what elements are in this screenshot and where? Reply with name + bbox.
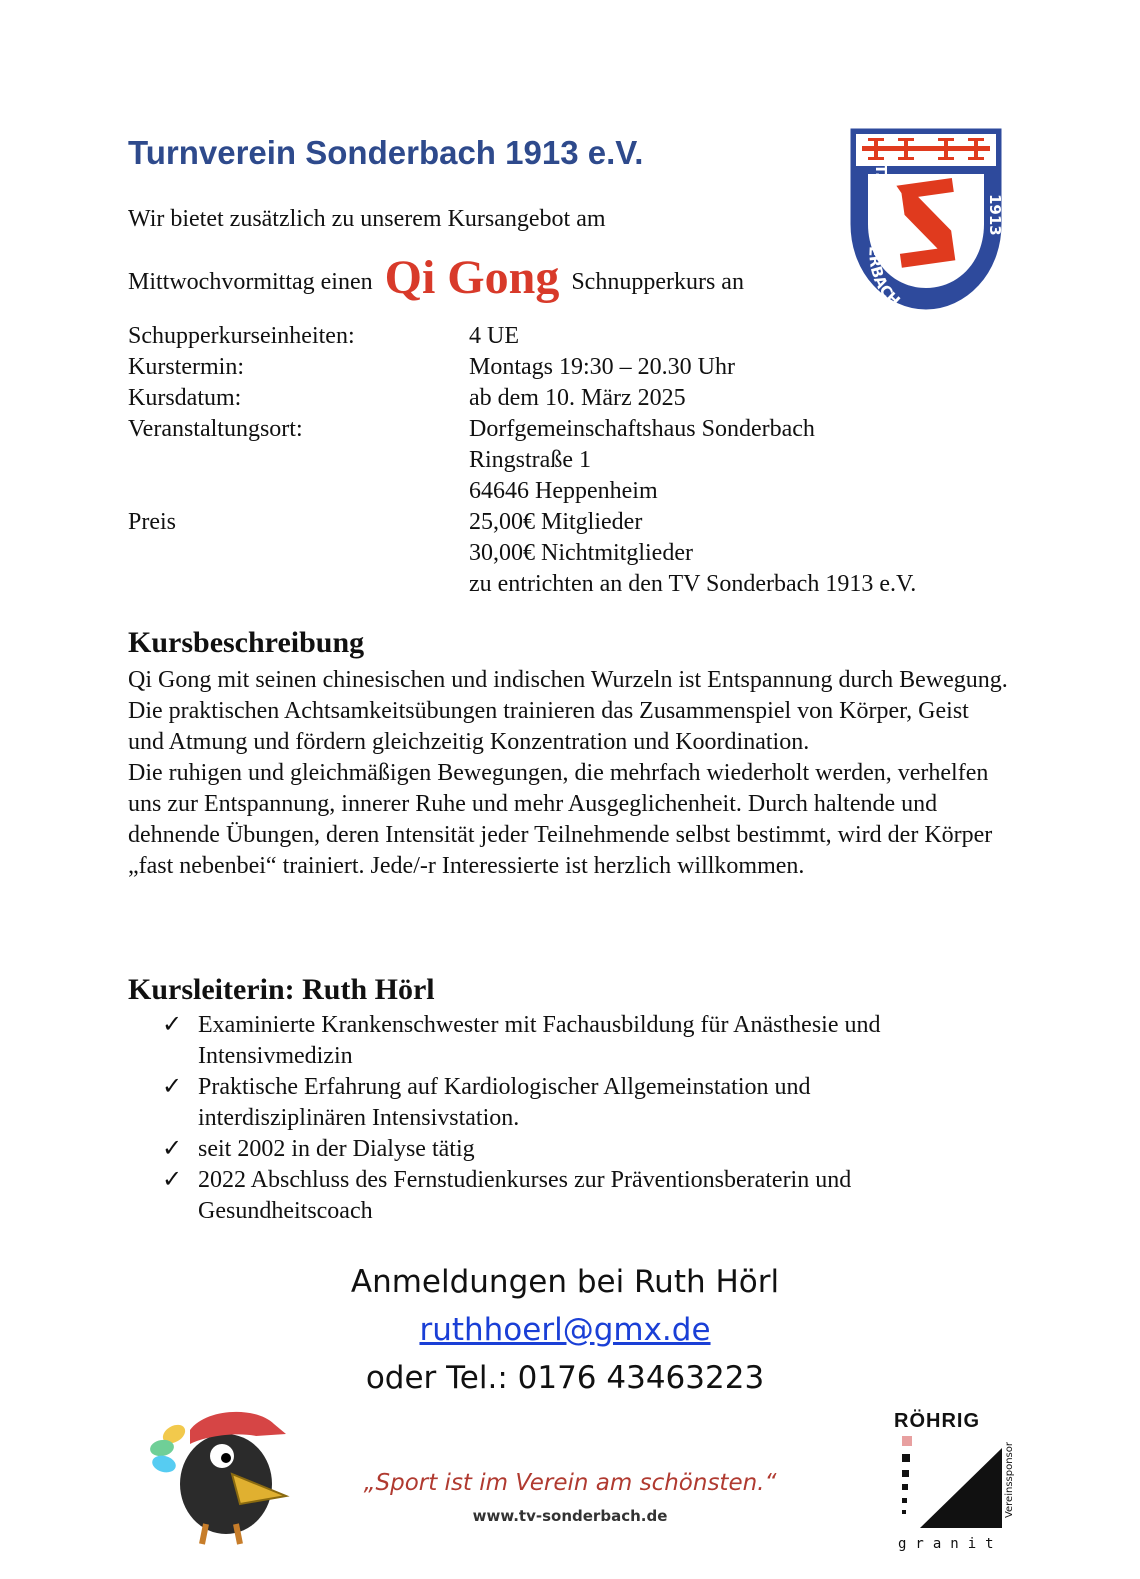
sponsor-name: RÖHRIG [894, 1410, 980, 1432]
leader-qualifications [162, 1010, 982, 1227]
detail-value: 64646 Heppenheim [469, 478, 658, 504]
slogan: „Sport ist im Verein am schönsten.“ [363, 1470, 777, 1496]
detail-value: 4 UE [469, 323, 519, 349]
detail-row-date [128, 383, 1028, 414]
detail-value: Dorfgemeinschaftshaus Sonderbach [469, 416, 815, 442]
logo-text-right: 1913 [986, 194, 1004, 236]
list-item: ✓ 2022 Abschluss des Fernstudienkurses zur Präventionsberaterin und Gesundheitscoach [162, 1167, 852, 1224]
detail-value: ab dem 10. März 2025 [469, 385, 686, 411]
sponsor-subtitle: granit [898, 1536, 1003, 1552]
detail-value: Ringstraße 1 [469, 447, 591, 473]
website-url: www.tv-sonderbach.de [472, 1507, 668, 1525]
description-paragraph: Die ruhigen und gleichmäßigen Bewegungen, die mehrfach wiederholt werden, verhelfen uns zur Entspannung, innerer Ruhe und mehr Ausgeglichenheit. Durch haltende und dehnende Übungen, deren Intensität jeder Teilnehmende selbst bestimmt, wird der Körper „fast nebenbei“ trainiert. Jede/-r Interessierte ist herzlich willkommen. [128, 760, 993, 879]
detail-label: Veranstaltungsort: [128, 416, 303, 442]
detail-label: Kurstermin: [128, 354, 244, 380]
detail-row-price [128, 507, 1028, 600]
contact-line: Anmeldungen bei Ruth Hörl [350, 1264, 780, 1300]
intro-text-post: Schnupperkurs an [571, 269, 744, 295]
description-heading: Kursbeschreibung [128, 626, 365, 659]
detail-value: Montags 19:30 – 20.30 Uhr [469, 354, 735, 380]
intro-text-pre: Mittwochvormittag einen [128, 269, 373, 295]
page-title: Turnverein Sonderbach 1913 e.V. [128, 134, 644, 171]
detail-row-units [128, 321, 1028, 352]
list-item: ✓ seit 2002 in der Dialyse tätig [162, 1134, 982, 1165]
list-item: ✓ Examinierte Krankenschwester mit Fachausbildung für Anästhesie und Intensivmedizin [162, 1012, 881, 1069]
club-logo [846, 124, 1006, 314]
check-icon: ✓ [162, 1012, 183, 1038]
check-icon: ✓ [162, 1136, 183, 1162]
check-icon: ✓ [162, 1074, 183, 1100]
detail-row-time [128, 352, 1028, 383]
description-paragraph: Qi Gong mit seinen chinesischen und indischen Wurzeln ist Entspannung durch Bewegung. Die praktischen Achtsamkeitsübungen trainieren das Zusammenspiel von Körper, Geist und Atmung und fördern gleichzeitig Konzentration und Koordination. [128, 667, 1008, 755]
list-item: ✓ Praktische Erfahrung auf Kardiologischer Allgemeinstation und interdisziplinären Intensivstation. [162, 1074, 811, 1131]
sponsor-vertical-label: Vereinssponsor [1004, 1442, 1015, 1519]
description-text [128, 665, 1008, 882]
logo-text-left: T.V. SONDERBACH [865, 164, 904, 311]
check-icon: ✓ [162, 1167, 183, 1193]
course-details [128, 321, 1028, 600]
detail-row-venue [128, 414, 1028, 507]
detail-label: Schupperkurseinheiten: [128, 323, 355, 349]
detail-value: 30,00€ Nichtmitglieder [469, 540, 693, 566]
phone-line: oder Tel.: 0176 43463223 [365, 1360, 765, 1396]
detail-label: Preis [128, 509, 176, 535]
detail-value: zu entrichten an den TV Sonderbach 1913 e.V. [469, 571, 917, 597]
intro-line-2 [128, 246, 744, 304]
qigong-highlight: Qi Gong [384, 251, 560, 304]
detail-label: Kursdatum: [128, 385, 242, 411]
intro-line-1: Wir bietet zusätzlich zu unserem Kursangebot am [128, 206, 606, 232]
email-link[interactable]: ruthhoerl@gmx.de [419, 1312, 711, 1348]
leader-heading: Kursleiterin: Ruth Hörl [128, 973, 435, 1006]
detail-value: 25,00€ Mitglieder [469, 509, 643, 535]
